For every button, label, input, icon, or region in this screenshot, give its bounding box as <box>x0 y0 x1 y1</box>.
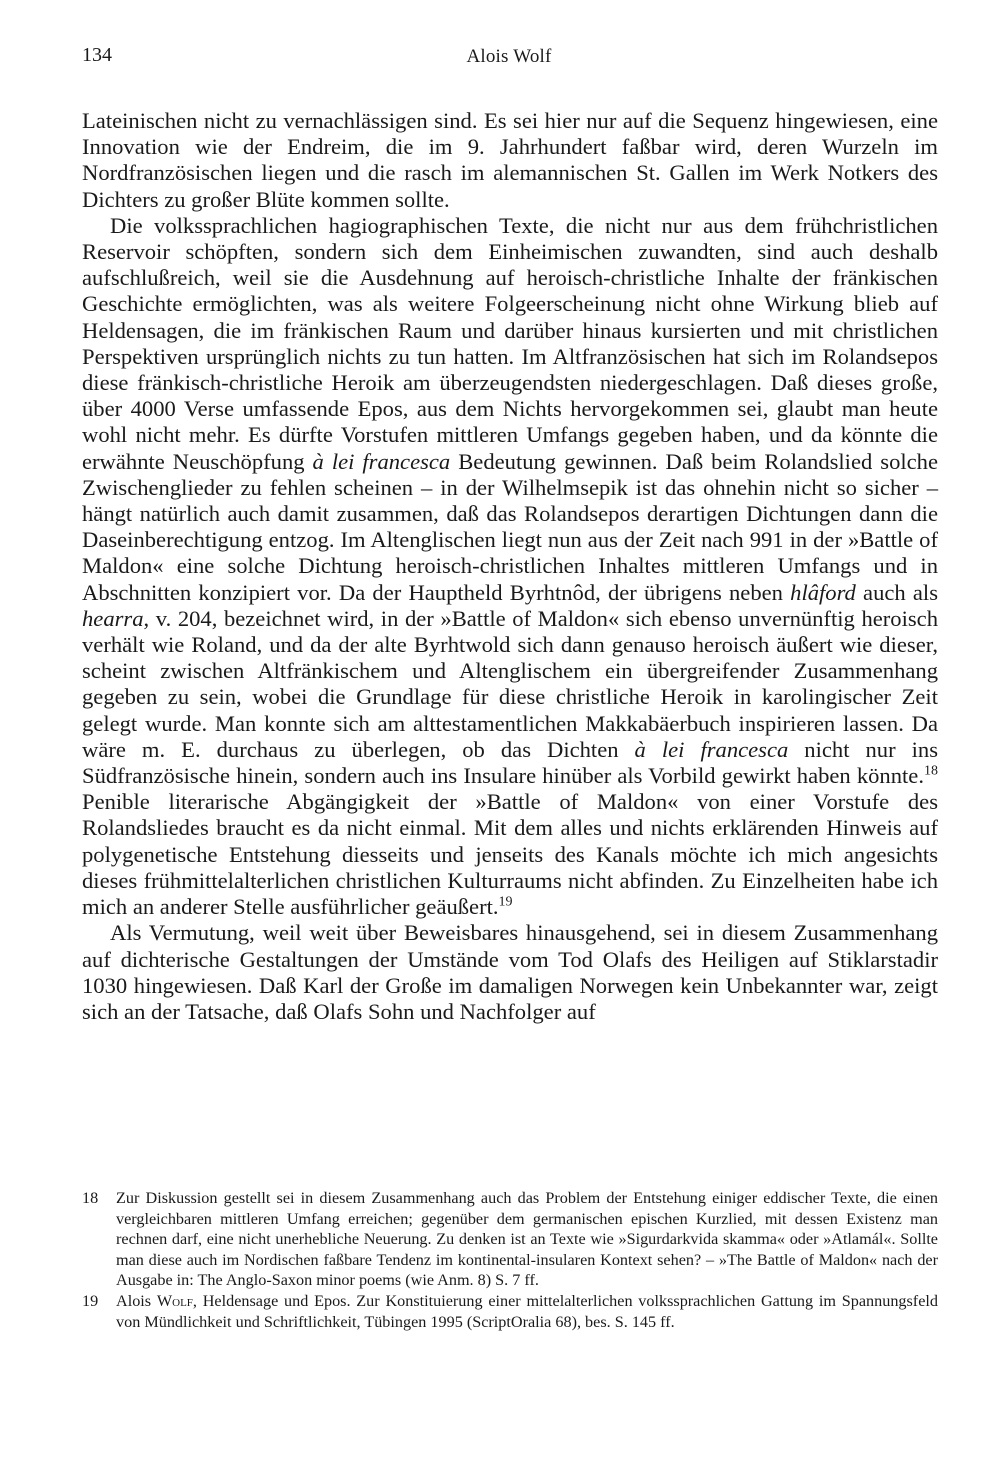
paragraph-2 <box>82 213 938 920</box>
text-segment: Als Vermutung, weil weit über Beweisbares hinausgehend, sei in diesem Zusammenhang auf dichterische Gestaltungen der Umstände vom Tod Olafs des Heiligen auf Stiklarstadir 1030 hingewiesen. Daß Karl der Große im damaligen Norwegen kein Unbekannter war, zeigt sich an der Tatsache, daß Olafs Sohn und Nachfolger auf <box>82 920 938 1024</box>
footnotes <box>82 1188 938 1332</box>
footnote-ref-19[interactable]: 19 <box>498 894 513 910</box>
italic-term: hearra <box>82 605 144 631</box>
italic-term: à lei francesca <box>634 736 789 762</box>
page-header <box>82 44 936 78</box>
page-number: 134 <box>82 44 112 66</box>
italic-term: à lei francesca <box>312 448 451 474</box>
main-text <box>82 108 938 1025</box>
footnote-text <box>116 1291 938 1332</box>
text-segment: , v. 204, bezeichnet wird, in der »Battle of Maldon« sich ebenso unvernünftig heroisch verhält wie Roland, und da der alte Byrhtwold sich dann genauso heroisch äußert wie dieser, scheint zwischen Altfränkischem und Altenglischem ein übergreifender Zusammenhang gegeben zu sein, wobei die Grundlage für diese christliche Heroik in karolingischer Zeit gelegt wurde. Man konnte sich am alttestamentlichen Makkabäerbuch inspirieren lassen. Da wäre m. E. durchaus zu überlegen, ob das Dichten <box>82 605 938 762</box>
footnote-text: Zur Diskussion gestellt sei in diesem Zusammenhang auch das Problem der Entstehung einiger eddischer Texte, die einen vergleichbaren mittleren Umfang erreichen; gegenüber dem germanischen epischen Kurzlied, mit dessen Existenz man rechnen darf, eine nicht unerhebliche Neuerung. Zu denken ist an Texte wie »Sigurdarkvida skamma« oder »Atlamál«. Sollte man diese auch im Nordischen faßbare Tendenz im kontinental-insularen Kontext sehen? – »The Battle of Maldon« nach der Ausgabe in: The Anglo-Saxon minor poems (wie Anm. 8) S. 7 ff. <box>116 1189 938 1290</box>
author-first-name: Alois <box>116 1291 157 1310</box>
citation-text: , Heldensage und Epos. Zur Konstituierung einer mittelalterlichen volkssprachlichen Gattung im Spannungsfeld von Mündlichkeit und Schriftlichkeit, Tübingen 1995 (ScriptOralia 68), bes. S. 145 ff. <box>116 1291 938 1331</box>
footnote-ref-18[interactable]: 18 <box>924 763 938 779</box>
footnote-19 <box>82 1291 938 1332</box>
text-segment: Bedeutung gewinnen. Daß beim Rolandslied solche Zwischenglieder zu fehlen scheinen – in der Wilhelmsepik ist das ohnehin nicht so sicher – hängt natürlich auch damit zusammen, daß das Rolandsepos derartigen Dichtungen dann die Daseinberechtigung entzog. Im Altenglischen liegt nun aus der Zeit nach 991 in der »Battle of Maldon« eine solche Dichtung heroisch-christlichen Inhaltes mittleren Umfangs und in Abschnitten konzipiert vor. Da der Hauptheld Byrhtnôd, der übrigens neben <box>82 448 938 605</box>
footnote-number: 19 <box>82 1291 99 1310</box>
text-segment: Penible literarische Abgängigkeit der »Battle of Maldon« von einer Vorstufe des Rolandsliedes braucht es da nicht einmal. Mit dem alles und nichts erklärenden Hinweis auf polygenetische Entstehung diesseits und jenseits des Kanals möchte ich mich angesichts dieses frühmittelalterlichen christlichen Kulturraums nicht abfinden. Zu Einzelheiten habe ich mich an anderer Stelle ausführlicher geäußert. <box>82 789 938 920</box>
paragraph-3 <box>82 920 938 1025</box>
text-segment: auch als <box>855 579 938 605</box>
text-segment: Lateinischen nicht zu vernachlässigen sind. Es sei hier nur auf die Sequenz hingewiesen, eine Innovation wie der Endreim, die im 9. Jahrhundert faßbar wird, deren Wurzeln im Nordfranzösischen liegen und die rasch im alemannischen St. Gallen im Werk Notkers des Dichters zu großer Blüte kommen sollte. <box>82 108 938 212</box>
text-segment: nicht nur ins Südfranzösische hinein, sondern auch ins Insulare hinüber als Vorbild gewirkt haben könnte. <box>82 736 939 789</box>
author-last-name: Wolf <box>156 1291 193 1310</box>
footnote-18 <box>82 1188 938 1291</box>
italic-term: hlâford <box>790 579 856 605</box>
running-head: Alois Wolf <box>466 46 552 67</box>
footnote-number: 18 <box>82 1189 99 1207</box>
paragraph-1 <box>82 108 938 213</box>
text-segment: Die volkssprachlichen hagiographischen Texte, die nicht nur aus dem frühchristlichen Reservoir schöpften, sondern sich dem Einheimischen zuwandten, sind auch deshalb aufschlußreich, weil sie die Ausdehnung auf heroisch-christliche Inhalte der fränkischen Geschichte ermöglichten, was als weitere Folgeerscheinung nicht ohne Wirkung blieb auf Heldensagen, die im fränkischen Raum und darüber hinaus kursierten und mit christlichen Perspektiven ursprünglich nichts zu tun hatten. Im Altfranzösischen hat sich im Rolandsepos diese fränkisch-christliche Heroik am überzeugendsten niedergeschlagen. Daß dieses große, über 4000 Verse umfassende Epos, aus dem Nichts hervorgekommen sei, glaubt man heute wohl nicht mehr. Es dürfte Vorstufen mittleren Umfangs gegeben haben, und da könnte die erwähnte Neuschöpfung <box>82 212 938 474</box>
